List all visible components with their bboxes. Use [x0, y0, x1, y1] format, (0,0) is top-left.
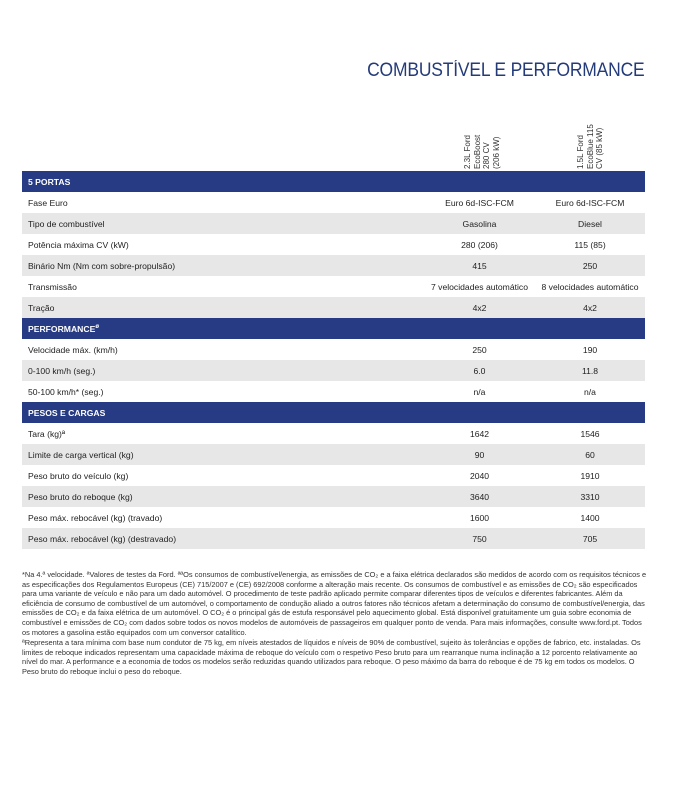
value-cell: 1600 [469, 512, 490, 523]
row-label-text: Peso máx. rebocável (kg) (travado) [28, 512, 163, 523]
column-header-line: EcoBlue 115 [585, 124, 595, 169]
value-cell: n/a [473, 386, 486, 397]
section-header [22, 318, 645, 339]
column-header-line: 280 CV [482, 142, 491, 169]
row-label [28, 366, 95, 376]
value-cell: 1400 [580, 512, 600, 523]
value-cell: 705 [582, 533, 598, 544]
page-title: COMBUSTÍVEL E PERFORMANCE [367, 60, 645, 81]
column-header-line: 1.5L Ford [575, 135, 585, 169]
value-cell: 4x2 [583, 302, 597, 313]
row-label [28, 534, 176, 544]
value-cell: 1642 [469, 428, 490, 439]
value-cell: 415 [472, 260, 487, 271]
row-label-text: Potência máxima CV (kW) [28, 239, 129, 250]
table-row [22, 213, 645, 234]
value-cell: 4x2 [472, 302, 487, 313]
column-header-line: (206 kW) [491, 136, 501, 169]
row-label [28, 324, 99, 334]
row-label-text: Transmissão [28, 281, 77, 292]
row-label-text: Tara (kg)ª [28, 428, 66, 439]
row-label-text: Tipo de combustível [28, 218, 105, 229]
row-label [28, 219, 105, 229]
table-row [22, 507, 645, 528]
row-label [28, 261, 175, 271]
table-row [22, 360, 645, 381]
footnote-paragraph: ªRepresenta a tara mínima com base num condutor de 75 kg, em níveis atestados de líquidos e níveis de 90% de combustível, sujeito às tolerâncias e opções de fabrico, etc. instaladas. Os limites de reboque indicados representam uma capacidade máxima de reboque do veículo com o respetivo Peso bruto para um rearranque numa inclinação a 12 porcento relativamente ao nível do mar. A performance e a economia de todos os modelos serão reduzidas quando utilizados para reboque. O peso máximo da barra do reboque é de 75 kg em todos os modelos. O Peso bruto do reboque inclui o peso do reboque. [22, 638, 641, 676]
row-label-text: Fase Euro [28, 197, 68, 208]
row-label [28, 198, 68, 208]
value-cell: 7 velocidades automático [431, 281, 528, 292]
row-label [28, 282, 77, 292]
value-cell: 60 [585, 449, 595, 460]
row-label [28, 429, 65, 439]
value-cell: 90 [474, 449, 485, 460]
value-cell: 3310 [580, 491, 600, 502]
row-label-text: PERFORMANCE [28, 323, 96, 334]
row-label-text: Binário Nm (Nm com sobre-propulsão) [28, 260, 176, 271]
row-label [28, 303, 54, 313]
value-cell: 750 [472, 533, 487, 544]
table-row [22, 486, 645, 507]
value-cell: 11.8 [581, 365, 599, 376]
value-cell: Diesel [578, 218, 602, 229]
footnote-marker: ø [95, 323, 99, 330]
column-header-line: EcoBoost [472, 134, 482, 169]
value-cell: 115 (85) [574, 239, 606, 250]
column-header-ecoboost [452, 118, 512, 168]
value-cell: 250 [472, 344, 487, 355]
section-header [22, 171, 645, 192]
value-cell: 280 (206) [461, 239, 498, 250]
spec-table [22, 171, 645, 549]
value-cell: 2040 [469, 470, 490, 481]
row-label-text: 0-100 km/h (seg.) [28, 365, 96, 376]
value-cell: 3640 [469, 491, 490, 502]
row-label-text: PESOS E CARGAS [28, 407, 106, 418]
table-row [22, 339, 645, 360]
row-label [28, 513, 162, 523]
value-cell: Euro 6d-ISC-FCM [445, 197, 514, 208]
table-row [22, 234, 645, 255]
footnote-paragraph: *Na 4.ª velocidade. ªValores de testes da Ford. ªªOs consumos de combustível/energia, as emissões de CO₂ e a faixa elétrica declarados são medidos de acordo com os requisitos técnicos e as especificações dos Regulamentos Europeus (CE) 715/2007 e (CE) 692/2008 conforme a alteração mais recente. Os consumos de combustível e as emissões de CO₂ são especificados para uma variante de veículo e não para um dado automóvel. O procedimento de teste padrão aplicado permite comparar diferentes tipos de veículos e diferentes fabricantes. Além da eficiência de consumo de combustível de um automóvel, o comportamento de condução aliado a outros fatores não técnicos afetam a determinação do consumo de combustível/energia, das emissões de CO₂ e da faixa elétrica de um automóvel. O CO₂ é o principal gás de estufa responsável pelo aquecimento global. Está disponível gratuitamente um guia sobre economia de combustível e emissões de CO₂ com dados sobre todos os novos modelos de automóveis de passageiros em qualquer ponto de venda. Para mais informações, consulte www.ford.pt. Todos os motores a gasolina estão equipados com um conversor catalítico. [22, 570, 647, 637]
row-label [28, 408, 105, 418]
table-row [22, 423, 645, 444]
value-cell: Euro 6d-ISC-FCM [555, 197, 625, 208]
table-row [22, 276, 645, 297]
row-label-text: Velocidade máx. (km/h) [28, 344, 118, 355]
value-cell: n/a [584, 386, 596, 397]
column-header-line: CV (85 kW) [594, 127, 604, 169]
value-cell: 8 velocidades automático [541, 281, 639, 292]
row-label [28, 177, 70, 187]
value-cell: 1546 [580, 428, 600, 439]
value-cell: Gasolina [462, 218, 497, 229]
row-label [28, 471, 128, 481]
table-row [22, 297, 645, 318]
row-label [28, 492, 133, 502]
row-label-text: Tração [28, 302, 55, 313]
value-cell: 250 [582, 260, 598, 271]
row-label [28, 450, 134, 460]
row-label [28, 387, 103, 397]
column-header-ecoblue [560, 118, 620, 168]
table-row [22, 255, 645, 276]
table-row [22, 528, 645, 549]
table-row [22, 465, 645, 486]
footnotes [22, 570, 647, 678]
section-header [22, 402, 645, 423]
value-cell: 190 [582, 344, 598, 355]
value-cell: 6.0 [473, 365, 486, 376]
value-cell: 1910 [580, 470, 600, 481]
row-label-text: 5 PORTAS [28, 176, 71, 187]
row-label-text: Peso bruto do reboque (kg) [28, 491, 133, 502]
row-label [28, 345, 118, 355]
column-header-line: 2.3L Ford [463, 135, 472, 169]
row-label-text: Peso bruto do veículo (kg) [28, 470, 129, 481]
row-label-text: Peso máx. rebocável (kg) (destravado) [28, 533, 177, 544]
table-row [22, 192, 645, 213]
row-label-text: 50-100 km/h* (seg.) [28, 386, 104, 397]
table-row [22, 444, 645, 465]
row-label-text: Limite de carga vertical (kg) [28, 449, 134, 460]
row-label [28, 240, 129, 250]
table-row [22, 381, 645, 402]
